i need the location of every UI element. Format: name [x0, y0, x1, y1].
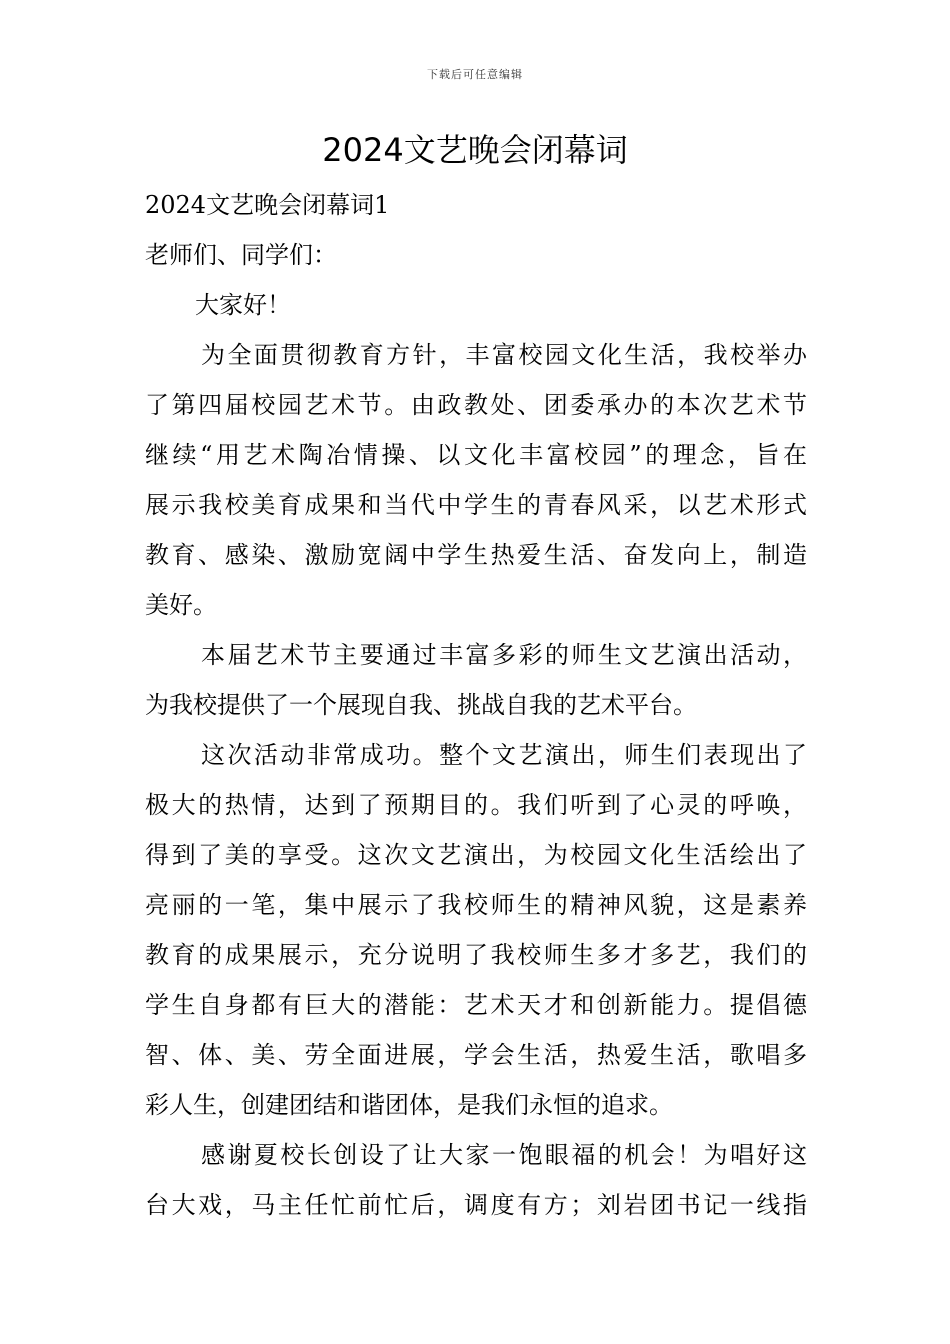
paragraph-line: 为全面贯彻教育方针，丰富校园文化生活，我校举办	[201, 341, 807, 369]
paragraph-1	[145, 330, 807, 630]
paragraph-line: 继续“用艺术陶冶情操、以文化丰富校园”的理念，旨在	[145, 441, 807, 469]
paragraph-line: 智、体、美、劳全面进展，学会生活，热爱生活，歌唱多	[145, 1041, 807, 1069]
paragraph-2	[145, 630, 807, 730]
paragraph-3	[145, 730, 807, 1130]
paragraph-line: 亮丽的一笔，集中展示了我校师生的精神风貌，这是素养	[145, 891, 807, 919]
subtitle: 2024文艺晚会闭幕词1	[145, 191, 390, 219]
paragraph-line: 得到了美的享受。这次文艺演出，为校园文化生活绘出了	[145, 841, 807, 869]
paragraph-line: 展示我校美育成果和当代中学生的青春风采，以艺术形式	[145, 491, 807, 519]
paragraph-line: 学生自身都有巨大的潜能：艺术天才和创新能力。提倡德	[145, 991, 807, 1019]
paragraph-line: 教育、感染、激励宽阔中学生热爱生活、奋发向上，制造	[145, 541, 807, 569]
document-body	[145, 180, 807, 1230]
paragraph-line: 教育的成果展示，充分说明了我校师生多才多艺，我们的	[145, 941, 807, 969]
header-note: 下载后可任意编辑	[427, 68, 523, 81]
paragraph-line: 了第四届校园艺术节。由政教处、团委承办的本次艺术节	[145, 391, 807, 419]
paragraph-line: 台大戏，马主任忙前忙后，调度有方；刘岩团书记一线指	[145, 1191, 807, 1219]
paragraph-line: 本届艺术节主要通过丰富多彩的师生文艺演出活动，	[201, 641, 807, 669]
paragraph-line: 美好。	[145, 591, 217, 619]
paragraph-line: 这次活动非常成功。整个文艺演出，师生们表现出了	[201, 741, 807, 769]
paragraph-line: 极大的热情，达到了预期目的。我们听到了心灵的呼唤，	[145, 791, 807, 819]
paragraph-line: 为我校提供了一个展现自我、挑战自我的艺术平台。	[145, 691, 697, 719]
greeting: 大家好！	[195, 291, 291, 319]
document-title: 2024文艺晚会闭幕词	[322, 131, 628, 169]
paragraph-4	[145, 1130, 807, 1230]
salutation: 老师们、同学们：	[145, 241, 337, 269]
paragraph-line: 彩人生，创建团结和谐团体，是我们永恒的追求。	[145, 1091, 673, 1119]
paragraph-line: 感谢夏校长创设了让大家一饱眼福的机会！为唱好这	[201, 1141, 807, 1169]
